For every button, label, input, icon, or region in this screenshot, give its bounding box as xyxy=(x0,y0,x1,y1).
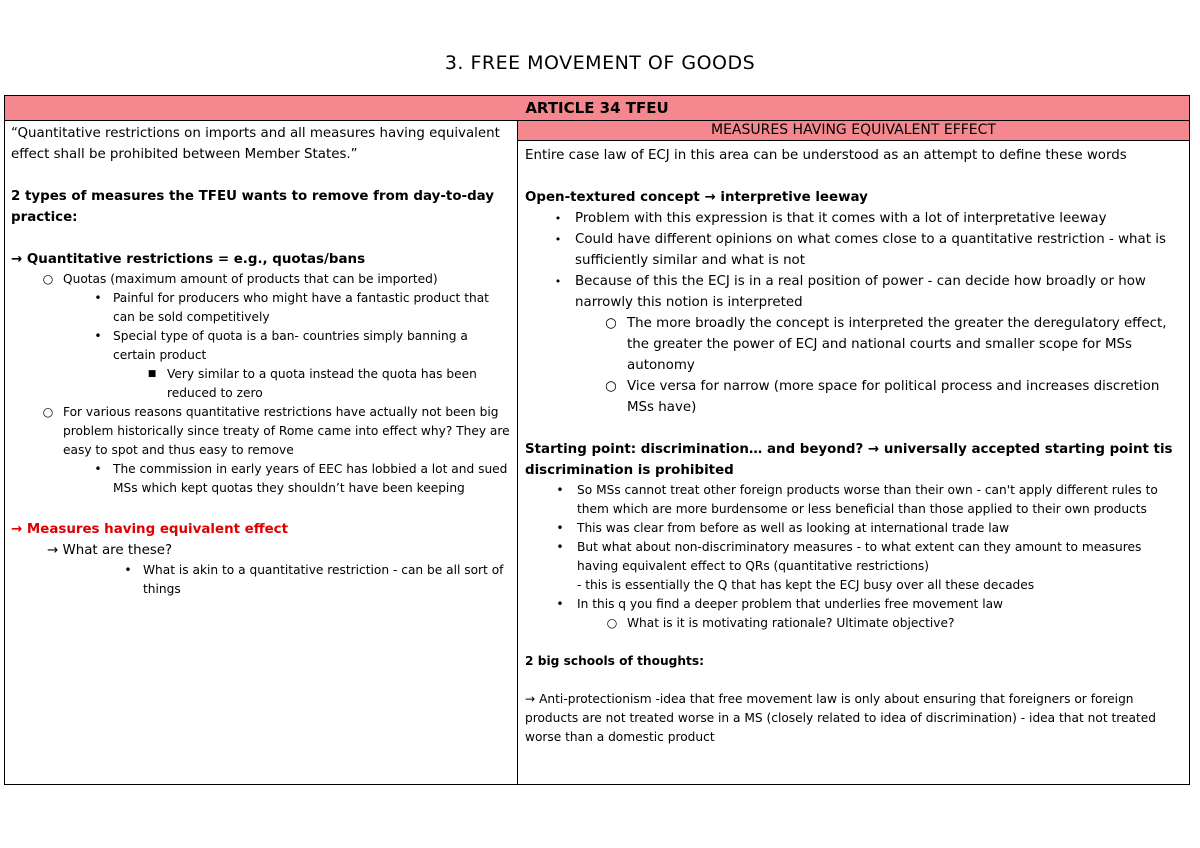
circle-bullet-icon: ○ xyxy=(42,272,54,286)
mee-heading xyxy=(11,519,511,540)
bullet-icon: • xyxy=(556,483,564,497)
what-are-these: → What are these? xyxy=(47,543,173,558)
list-item: ○ Quotas (maximum amount of products that can be imported) xyxy=(33,270,511,289)
mee-heading-text: Measures having equivalent effect xyxy=(26,522,289,537)
anti-protectionism-text: → Anti-protectionism -idea that free movement law is only about ensuring that foreigners or foreign products are not treated worse in a MS (closely related to idea of discrimination) - idea that not treated worse than a domestic product xyxy=(525,692,1156,744)
arrow-icon: → xyxy=(525,692,536,706)
bullet-icon: • xyxy=(94,291,102,305)
circle-bullet-icon: ○ xyxy=(606,616,618,630)
list-item: • Special type of quota is a ban- countries simply banning a certain product xyxy=(83,327,511,365)
qr-heading xyxy=(11,249,511,270)
bullet-icon: • xyxy=(554,275,562,288)
list-item: • Could have different opinions on what comes close to a quantitative restriction - what is sufficiently similar and what is not xyxy=(541,229,1183,271)
list-item: ■ Very similar to a quota instead the quota has been reduced to zero xyxy=(137,365,511,403)
right-body xyxy=(518,141,1189,747)
list-item: • Painful for producers who might have a fantastic product that can be sold competitively xyxy=(83,289,511,327)
right-column xyxy=(518,121,1189,785)
article-header: ARTICLE 34 TFEU xyxy=(5,96,1189,121)
open-heading: Open-textured concept → interpretive leeway xyxy=(525,190,868,205)
list-item: • Problem with this expression is that it comes with a lot of interpretative leeway xyxy=(541,208,1183,229)
article-quote: “Quantitative restrictions on imports and all measures having equivalent effect shall be prohibited between Member States.” xyxy=(11,126,500,162)
notes-table xyxy=(4,95,1190,785)
circle-bullet-icon: ○ xyxy=(605,316,617,331)
intro-text: Entire case law of ECJ in this area can be understood as an attempt to define these words xyxy=(525,148,1127,163)
arrow-icon: → xyxy=(47,543,59,558)
list-item: ○ The more broadly the concept is interpreted the greater the deregulatory effect, the greater the power of ECJ and national courts and smaller scope for MSs autonomy xyxy=(595,313,1183,376)
bullet-icon: • xyxy=(554,233,562,246)
arrow-icon: → xyxy=(11,522,23,537)
table-columns xyxy=(5,121,1189,785)
document-title: 3. FREE MOVEMENT OF GOODS xyxy=(444,52,756,74)
arrow-icon: → xyxy=(11,252,23,267)
square-bullet-icon: ■ xyxy=(147,369,157,379)
bullet-icon: • xyxy=(556,597,564,611)
list-item: • What is akin to a quantitative restriction - can be all sort of things xyxy=(113,561,511,599)
starting-point-heading: Starting point: discrimination… and beyond? → universally accepted starting point tis discrimination is prohibited xyxy=(525,442,1173,478)
bullet-icon: • xyxy=(556,521,564,535)
note-text: - this is essentially the Q that has kept the ECJ busy over all these decades xyxy=(577,578,1035,592)
list-item: • So MSs cannot treat other foreign products worse than their own - can't apply different rules to them which are more burdensome or less beneficial than those applied to their own products xyxy=(543,481,1183,519)
arrow-icon: → xyxy=(704,190,716,205)
arrow-icon: → xyxy=(867,442,880,457)
bullet-icon: • xyxy=(94,329,102,343)
list-item: ○ Vice versa for narrow (more space for political process and increases discretion MSs have) xyxy=(595,376,1183,418)
list-item: • In this q you find a deeper problem that underlies free movement law xyxy=(543,595,1183,614)
schools-heading: 2 big schools of thoughts: xyxy=(525,654,704,668)
types-heading: 2 types of measures the TFEU wants to remove from day-to-day practice: xyxy=(11,189,495,225)
list-item: • The commission in early years of EEC has lobbied a lot and sued MSs which kept quotas they shouldn’t have been keeping xyxy=(83,460,511,498)
bullet-icon: • xyxy=(554,212,562,225)
mee-subheader: MEASURES HAVING EQUIVALENT EFFECT xyxy=(518,121,1189,141)
qr-heading-text: Quantitative restrictions = e.g., quotas/bans xyxy=(26,252,366,267)
list-item: ○ For various reasons quantitative restrictions have actually not been big problem historically since treaty of Rome came into effect why? They are easy to spot and thus easy to remove xyxy=(33,403,511,460)
circle-bullet-icon: ○ xyxy=(42,405,54,419)
bullet-icon: • xyxy=(124,563,132,577)
list-item: ○ What is it is motivating rationale? Ultimate objective? xyxy=(597,614,1183,633)
bullet-icon: • xyxy=(556,540,564,554)
circle-bullet-icon: ○ xyxy=(605,379,617,394)
left-column xyxy=(5,121,518,785)
list-item: • Because of this the ECJ is in a real position of power - can decide how broadly or how narrowly this notion is interpreted xyxy=(541,271,1183,313)
bullet-icon: • xyxy=(94,462,102,476)
list-item: • This was clear from before as well as looking at international trade law xyxy=(543,519,1183,538)
list-item: • But what about non-discriminatory measures - to what extent can they amount to measures having equivalent effect to QRs (quantitative restrictions) xyxy=(543,538,1183,576)
